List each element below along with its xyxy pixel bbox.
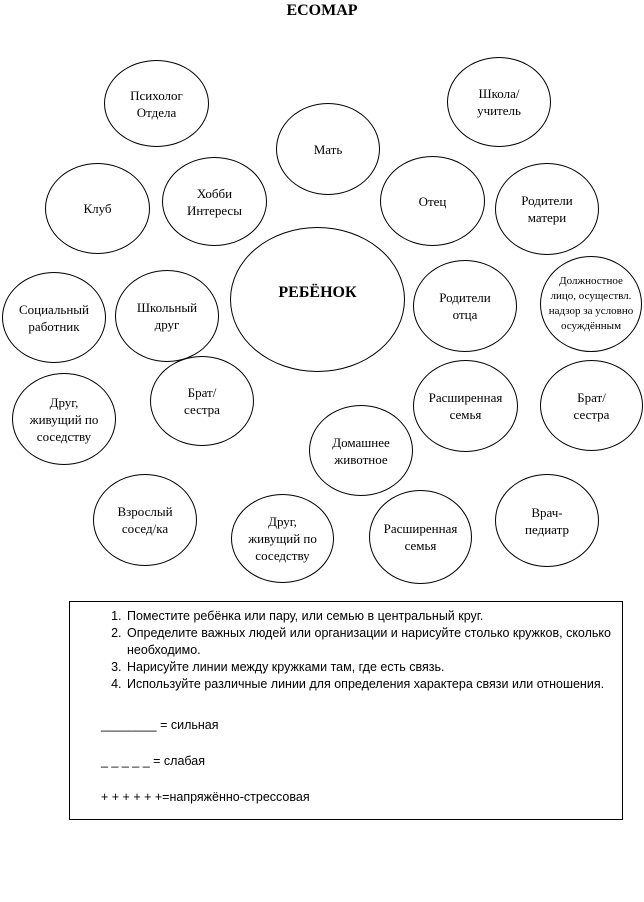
circle-neighbor-friend-bottom: Друг, живущий по соседству [231, 494, 334, 583]
circle-pediatrician: Врач- педиатр [495, 474, 599, 567]
circle-mother: Мать [276, 103, 380, 195]
circle-psychologist: Психолог Отдела [104, 60, 209, 147]
instructions-box [69, 601, 623, 820]
instruction-item: 4. Используйте различные линии для определения характера связи или отношения. [125, 676, 622, 693]
circle-pet: Домашнее животное [309, 405, 413, 496]
page-title: ЕСОМАР [286, 2, 358, 19]
circle-maternal-parents: Родители матери [495, 163, 599, 255]
center-circle: РЕБЁНОК [230, 227, 405, 372]
instruction-item: 1. Поместите ребёнка или пару, или семью в центральный круг. [125, 608, 622, 625]
circle-paternal-parents: Родители отца [413, 260, 517, 352]
instruction-item: 2. Определите важных людей или организации и нарисуйте столько кружков, сколько необходимо. [125, 625, 622, 659]
instructions-list [70, 608, 622, 693]
circle-school-teacher: Школа/ учитель [447, 57, 551, 147]
circle-club: Клуб [45, 163, 150, 254]
circle-extended-family-bottom: Расширенная семья [369, 490, 472, 584]
circle-probation-officer: Должностное лицо, осуществл. надзор за условно осуждённым [540, 256, 642, 352]
legend-strong: ________ = сильная [101, 718, 219, 732]
circle-adult-neighbor: Взрослый сосед/ка [93, 474, 197, 566]
circle-neighbor-friend-left: Друг, живущий по соседству [12, 373, 116, 465]
circle-hobby: Хобби Интересы [162, 157, 267, 246]
circle-extended-family-right: Расширенная семья [413, 360, 518, 452]
circle-sibling-right: Брат/ сестра [540, 360, 643, 451]
circle-school-friend: Школьный друг [115, 270, 219, 362]
legend-weak: _ _ _ _ _ = слабая [101, 754, 205, 768]
circle-social-worker: Социальный работник [2, 272, 106, 363]
circle-father: Отец [380, 156, 485, 246]
instruction-item: 3. Нарисуйте линии между кружками там, где есть связь. [125, 659, 622, 676]
circle-sibling-left: Брат/ сестра [150, 356, 254, 446]
legend-stress: + + + + + +=напряжённо-стрессовая [101, 790, 310, 804]
